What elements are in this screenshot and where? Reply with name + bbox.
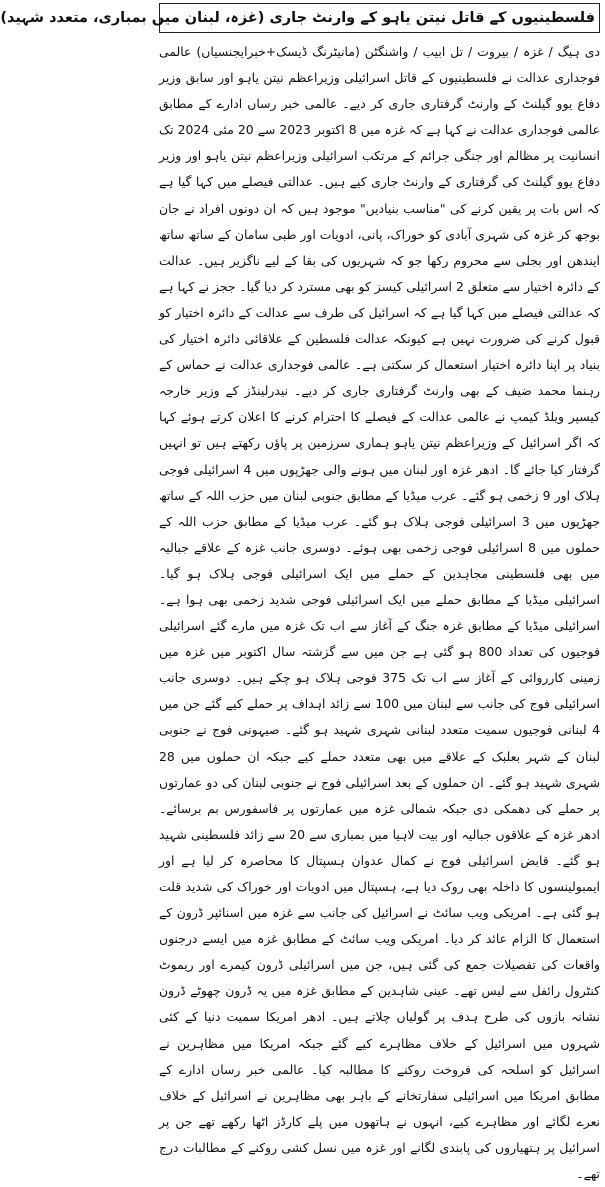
headline-box	[0, 3, 600, 33]
article-body: دی ہیگ / غزہ / بیروت / تل ابیب / واشنگٹن (مانیٹرنگ ڈیسک+خبرایجنسیاں) عالمی فوجداری عدالت نے فلسطینیوں کے قاتل اسرائیلی وزیراعظم نیتن یاہو اور سابق وزیر دفاع یوو گیلنٹ کے وارنٹ گرفتاری جاری کر دیے۔ عالمی خبر رساں ادارے کے مطابق عالمی فوجداری عدالت نے کہا ہے کہ غزہ میں 8 اکتوبر 2023 سے 20 مئی 2024 تک انسانیت پر مظالم اور جنگی جرائم کے مرتکب اسرائیلی وزیراعظم نیتن یاہو اور وزیر دفاع یوو گیلنٹ کی گرفتاری کے وارنٹ جاری کیے ہیں۔ عدالتی فیصلے میں کہا گیا ہے کہ اس بات پر یقین کرنے کی "مناسب بنیادیں" موجود ہیں کہ ان دونوں افراد نے جان بوجھ کر غزہ کی شہری آبادی کو خوراک، پانی، ادویات اور طبی سامان کے ساتھ ساتھ ایندھن اور بجلی سے محروم رکھا جو کہ شہریوں کی بقا کے لیے ناگزیر ہیں۔ عدالت کے دائرہ اختیار سے متعلق 2 اسرائیلی کیسز کو بھی مسترد کر دیا گیا۔ ججز نے کہا ہے کہ عدالتی فیصلے میں کہا گیا ہے کہ اسرائیل کی طرف سے عدالت کے دائرہ اختیار کو قبول کرنے کی ضرورت نہیں ہے کیونکہ عدالت فلسطین کے علاقائی دائرہ اختیار کی بنیاد پر اپنا دائرہ اختیار استعمال کر سکتی ہے۔ عالمی فوجداری عدالت نے حماس کے رہنما محمد ضیف کے بھی وارنٹ گرفتاری جاری کر دیے۔ نیدرلینڈز کے وزیر خارجہ کیسپر ویلڈ کیمپ نے عالمی عدالت کے فیصلے کا احترام کرنے کا اعلان کرتے ہوئے کہا کہ اگر اسرائیل کے وزیراعظم نیتن یاہو ہماری سرزمین پر پاؤں رکھتے ہیں تو انہیں گرفتار کیا جائے گا۔ ادھر غزہ اور لبنان میں ہونے والی جھڑپوں میں 4 اسرائیلی فوجی ہلاک اور 9 زخمی ہو گئے۔ عرب میڈیا کے مطابق جنوبی لبنان میں حزب اللہ کے ساتھ جھڑپوں میں 3 اسرائیلی فوجی ہلاک ہو گئے۔ عرب میڈیا کے مطابق حزب اللہ کے حملوں میں 8 اسرائیلی فوجی زخمی بھی ہوئے۔ دوسری جانب غزہ کے علاقے جبالیہ میں بھی فلسطینی مجاہدین کے حملے میں ایک اسرائیلی فوجی ہلاک ہو گیا۔ اسرائیلی میڈیا کے مطابق حملے میں ایک اسرائیلی فوجی شدید زخمی بھی ہوا ہے۔ اسرائیلی میڈیا کے مطابق غزہ جنگ کے آغاز سے اب تک غزہ میں مارے گئے اسرائیلی فوجیوں کی تعداد 800 ہو گئی ہے جن میں سے گزشتہ سال اکتوبر میں غزہ میں زمینی کارروائی کے آغاز سے اب تک 375 فوجی ہلاک ہو چکے ہیں۔ دوسری جانب اسرائیلی فوج کی جانب سے لبنان میں 100 سے زائد اہداف پر حملے کیے گئے جن میں 4 لبنانی فوجیوں سمیت متعدد لبنانی شہری شہید ہو گئے۔ صیہونی فوج نے جنوبی لبنان کے شہر بعلبک کے علاقے میں بھی متعدد حملے کیے جبکہ ان حملوں میں 28 شہری شہید ہو گئے۔ ان حملوں کے بعد اسرائیلی فوج نے جنوبی لبنان کی دو عمارتوں پر حملے کی دھمکی دی جبکہ شمالی غزہ میں عمارتوں پر فاسفورس بم برسائے۔ ادھر غزہ کے علاقوں جبالیہ اور بیت لاہیا میں بمباری سے 20 سے زائد فلسطینی شہید ہو گئے۔ قابض اسرائیلی فوج نے کمال عدوان ہسپتال کا محاصرہ کر لیا ہے اور ایمبولینسوں کا داخلہ بھی روک دیا ہے، ہسپتال میں ادویات اور خوراک کی شدید قلت ہو گئی ہے۔ امریکی ویب سائٹ نے اسرائیل کی جانب سے غزہ میں اسنائپر ڈرون کے استعمال کا الزام عائد کر دیا۔ امریکی ویب سائٹ کے مطابق غزہ میں ایسے درجنوں واقعات کی تفصیلات جمع کی گئی ہیں، جن میں اسرائیلی ڈرون کیمرے اور ریموٹ کنٹرول رائفل سے لیس تھے۔ عینی شاہدین کے مطابق غزہ میں یہ ڈرون چھوٹے ڈرون نشانہ بازوں کی طرح ہدف پر گولیاں چلاتے ہیں۔ ادھر امریکا سمیت دنیا کے کئی شہروں میں اسرائیل کے خلاف مظاہرے کیے گئے جبکہ امریکا میں مظاہرین نے اسرائیل کو اسلحہ کی فروخت روکنے کا مطالبہ کیا۔ عالمی خبر رساں ادارے کے مطابق امریکا میں اسرائیلی سفارتخانے کے باہر بھی مظاہرین نے اسرائیل کے خلاف نعرے لگائے اور مظاہرے کیے، انہوں نے ہاتھوں میں پلے کارڈز اٹھا رکھے تھے جن پر اسرائیل پر ہتھیاروں کی پابندی لگانے اور غزہ میں نسل کشی روکنے کے مطالبات درج تھے۔	[159, 44, 601, 1182]
headline: فلسطینیوں کے قاتل نیتن یاہو کے وارنٹ جاری (غزہ، لبنان میں بمباری، متعدد شہید)	[0, 10, 595, 26]
